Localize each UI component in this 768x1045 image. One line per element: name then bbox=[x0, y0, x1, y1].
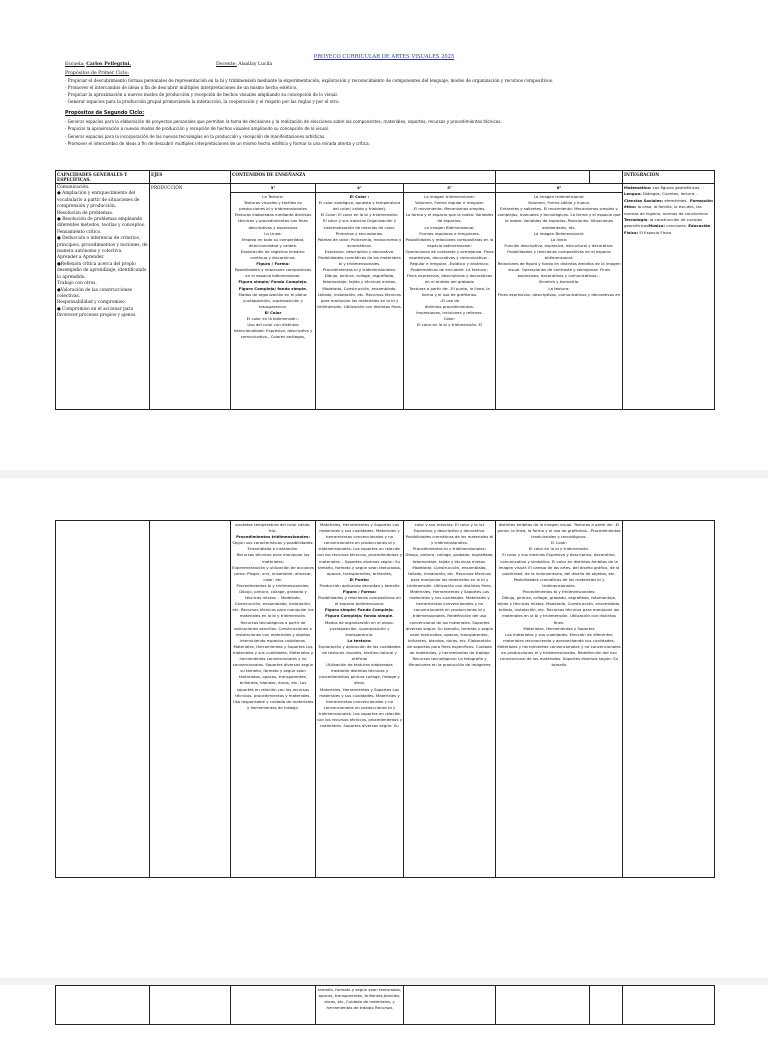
teacher-line bbox=[216, 62, 272, 67]
second-cycle-purposes bbox=[65, 110, 705, 148]
curriculum-table-page-1 bbox=[55, 170, 715, 410]
grade-4-heading: 4° bbox=[357, 185, 362, 190]
empty-cell bbox=[404, 986, 496, 1025]
capacidades-cell: Comunicación. ● Ampliación y enriquecimiento del vocabulario a partir de situaciones de comprensión y producción. Resolución de problemas. ● Resolución de problemas empleando diferentes métodos, teorías y conceptos. Pensamiento crítico. ● Deducción o inferencia de criterios, principios, procedimientos y nociones, de manera autónoma y colectiva. Aprender a Aprender. ●Reflexión crítica acerca del propio desempeño de aprendizaje, identificando lo aprendido. Trabajo con otros. ●Valoración de las construcciones colectivas. Responsabilidad y compromiso. ● Compromiso en el accionar para favorecer procesos propios y ajenos. bbox=[56, 184, 150, 410]
grade-4-subheading: Figura / Forma: bbox=[342, 589, 377, 595]
integration-text: Las figuras geométricas. bbox=[651, 185, 701, 190]
grade-3-subheading: Procedimientos tridimensionales: bbox=[236, 534, 310, 540]
second-cycle-item: · Generar espacios para la incorporación de las nuevas tecnologías en la producción y recepción de manifestaciones artísticas. bbox=[65, 133, 326, 139]
empty-cell bbox=[623, 521, 715, 878]
empty-cell bbox=[590, 986, 623, 1025]
grade-4-text: Exploración y aplicación de las cualidades de texturas visuales, táctiles-natural y artificial Utilización de texturas elaboradas mediante distintas técnicas y procedimientos pintura collage, frotage y otros. Materiales, Herramientas y Soportes Los materiales y sus cualidades. Materiales y herramientas convencionales y no convencionales en producciones bi y tridimensionales. Los soportes en relación con los recursos técnicos, procedimientos y materiales. Soportes diversos según: Su bbox=[317, 643, 403, 729]
teacher-label: Docente: bbox=[216, 62, 237, 67]
header-integracion: INTEGRACION bbox=[623, 171, 715, 184]
integration-text: El Espacio Físico bbox=[638, 229, 672, 235]
integration-subject: Educación Física: bbox=[624, 223, 711, 235]
integration-subject: Tecnología bbox=[624, 217, 648, 223]
page-3 bbox=[0, 985, 768, 1045]
second-cycle-item: · Propiciar la aproximación a nuevos modos de producción y recepción de hechos visuales ampliando su concepción de lo visual. bbox=[65, 126, 330, 132]
first-cycle-heading: Propósitos de Primer Ciclo: bbox=[65, 71, 129, 76]
first-cycle-item: · Propiciar la aproximación a nuevos modos de producción y recepción de hechos visuales ampliando su concepción de lo visual. bbox=[65, 92, 339, 97]
curriculum-table-page-2 bbox=[55, 520, 715, 878]
grade-4-content bbox=[316, 193, 404, 410]
grade-4-subheading: El Color : bbox=[349, 194, 370, 200]
grade-3-text: Posibilidades y relaciones compositivas en el espacio bidimensional: bbox=[234, 267, 312, 279]
first-cycle-item: · Propiciar el descubrimiento formas personales de representación en la bi y tridimensión mediante la experimentación, exploración y reconocimiento de componentes del lenguaje, modos de organización y recursos compositivos. bbox=[65, 78, 554, 83]
document-title: PROYECO CURRICULAR DE ARTES VISUALES 2025 bbox=[313, 54, 455, 60]
grade-3-text: Modos de organización en el plano: yuxtaposición, superposición y transparencia. bbox=[238, 291, 308, 309]
empty-cell bbox=[56, 521, 150, 878]
grade-4-subheading: Figura simple/ Fondo Complejo. Figura Compleja/ fondo simple. bbox=[324, 607, 395, 619]
header-capacidades: CAPACIDADES GENERALES Y ESPECÍFICAS. bbox=[56, 171, 150, 184]
grade-5-heading: 5° bbox=[447, 185, 452, 190]
grade-6-content: La imagen tridimensional: Volumen, Forma sólida y hueca. Entrantes y salientes. El movimiento: Mecanismos simples y complejos, manuales y tecnológicos. La forma y el espacio que la rodea: Variables de espacios, Posiciones. Situaciones ambientales, etc. La imagen Bidimensional: La línea: Función descriptiva, expresiva, estructural y decorativa. Posibilidades y relaciones compositivas en el espacio bidimensional: Relaciones de figura y fondo en distintos ámbitos de la imagen visual. Operaciones de contraste y semejanza. Fines expresivos, decorativos y comunicativos: - Simetría y Asimetría. La textura: Fines expresivos, descriptivos, comunicativos y decorativos en bbox=[496, 193, 623, 410]
school-name: Carlos Pellegrini. bbox=[86, 62, 131, 67]
empty-cell bbox=[496, 986, 590, 1025]
grade-3-text: El color en la bidimensión : Uso del color con distintos intencionalidad: Expresivo, descriptivo y comunicativo.- Colores análogos, bbox=[233, 315, 313, 340]
empty-cell bbox=[231, 986, 316, 1025]
header-contenidos: CONTENIDOS DE ENSEÑANZA bbox=[231, 171, 496, 184]
page-1 bbox=[0, 0, 768, 470]
grade-3-content bbox=[231, 193, 316, 410]
grade-5-content: La imagen tridimensional: Volumen, Forma regular e irregular. El movimiento: Mecanismos simples. La forma y el espacio que la rodea: Variables de espacios. La imagen Bidimensional: Formas regulares e irregulares. Posibilidades y relaciones compositivas en la espacio bidimensional: Operaciones de contraste y semejanza. Fines expresivos, decorativos y comunicativo: -Regular e Irregular. -Estático y dinámico. Problemáticas de encuadre. La textura : Fines expresivos, descriptivos y decorativos en el ámbito del grabado Texturas a partir de: -El punto, la línea, la forma y el uso de grafismos. -El uso de distintos procedimientos: Impresiones, Incisiones y relieves. Color: El color en la bi y tridimensión. El bbox=[404, 193, 496, 410]
integration-text: : la construcción de cuerpos geométricos bbox=[624, 217, 703, 229]
grade-6-content: distintos ámbitos de la imagen visual. Texturas a partir de: -El punto, la línea, la forma y el uso de grafismos. -Procedimientos tradicionales y tecnológicos. El Color: El color en la bi y tridimensión. El color y sus mezclas Expresivo y descriptivo, decorativo, comunicativo y simbólico. El color en distintos ámbitos de la imagen visual: El campo de las artes, del diseño gráfico, de la publicidad, de la indumentaria, del diseño de objetos, etc. Posibilidades cromáticas de los materiales bi y tridimensionales. Procedimientos bi y tridimensionales: Dibujo, pintura, collage, grabado, esgrafiado, fotomontaje, tejido y técnicas mixtas. Modelado, Construcción, ensamblado, tallado, instalación, etc. Recursos técnicos para manipular los materiales en la bi y tridimensión. Utilización con distintos fines. Materiales, Herramientas y Soportes Los materiales y sus cualidades. Elección de diferentes materiales reconociendo y aprovechando sus cualidades. Materiales y herramientas convencionales y no convencionales en producciones bi y tridimensionales. Redefinición del uso convencional de los materiales. Soportes diversos según: Su tamaño bbox=[496, 521, 623, 878]
first-cycle-item: · Generar espacios para la producción grupal promoviendo la interacción, la cooperación y el respeto por las reglas y por el otro. bbox=[65, 99, 340, 104]
page-2 bbox=[0, 478, 768, 978]
integration-text: la casa, la familia, la escuela, las normas de higiene, normas de convivencia bbox=[624, 204, 708, 216]
grade-4-subheading: La textura: bbox=[347, 637, 372, 643]
grade-3-text: Según sus características y posibilidades: Ensamblado e instalación. Recursos técnicos para manipular los materiales: Experimentación y utilización de acciones como: Plegar, unir, ensamblar, ahuecar, calar, etc. Procedimientos bi y tridimensionales: Dibujo, pintura, collage, grabado y técnicas mixtas. - Modelado, Construcción, ensamblado, instalación, etc. Recursos técnicos para manipular los materiales en la bi y tridimensión. Recursos tecnológicos a partir de aplicaciones sencillas. Construcciones e instalaciones con materiales y objetos interviniendo espacios cotidianos. Materiales, Herramientas y Soportes Los materiales y sus cualidades. Materiales y herramientas convencionales y no convencionales. Soportes diversos según su tamaño, formato y según sean texturados, opacos, transparentes, brillantes, blandos, duros, etc. Los soportes en relación con los recursos técnicos, procedimientos y materiales. Uso responsable y cuidado de materiales y herramientas de trabajo. bbox=[232, 540, 314, 710]
first-cycle-item: · Promover el intercambio de ideas a fin de descubrir múltiples interpretaciones de un mismo hecho estético. bbox=[65, 85, 298, 90]
empty-cell bbox=[623, 986, 715, 1025]
integration-text: canciones. bbox=[665, 223, 689, 229]
empty-cell bbox=[150, 986, 231, 1025]
header-ejes: EJES bbox=[150, 171, 231, 184]
grade-4-text: Materiales, Herramientas y Soportes Los materiales y sus cualidades. Materiales y herramientas convencionales y no convencionales en producciones bi y tridimensionales. Los soportes en relación con los recursos técnicos, procedimientos y materiales. . Soportes diversos según: Su tamaño, formato y según sean texturados, opacos, transparentes, brillantes, bbox=[317, 522, 403, 576]
integration-text: efemérides.. bbox=[663, 197, 691, 203]
integration-subject: Matemática: bbox=[624, 185, 652, 190]
eje-cell: PRODUCCIÓN bbox=[150, 184, 231, 410]
integration-subject: Formación ética: bbox=[624, 197, 713, 210]
integration-subject: Lengua: bbox=[624, 191, 642, 197]
grade-4-content: tamaño, formato y según sean texturados, opacos, transparentes, brillantes,blandos, duros, etc. Cuidado de materiales, y herramientas de trabajo Recursos bbox=[316, 986, 404, 1025]
grade-3-subheading: El Color bbox=[264, 309, 282, 315]
grade-3-subheading: Figura / Forma: bbox=[256, 261, 290, 267]
empty-cell bbox=[150, 521, 231, 878]
grade-4-text: Modos de organización en el plano: yuxtaposición, superposición y transparencia. bbox=[325, 619, 394, 637]
integracion-cell bbox=[623, 184, 715, 410]
integration-subject: Música: bbox=[648, 223, 665, 229]
grade-3-content bbox=[231, 521, 316, 878]
curriculum-table-page-3 bbox=[55, 985, 715, 1025]
grade-3-text: opuestos temperatura del color cálido-frío.. bbox=[235, 522, 311, 534]
school-line bbox=[65, 62, 131, 67]
grade-4-subheading: El Punto: bbox=[349, 576, 370, 582]
teacher-name: Alsallay Lucila bbox=[238, 62, 273, 67]
integration-text: Diálogos, Cuentos, lectura. - bbox=[641, 191, 699, 197]
second-cycle-heading: Propósitos de Segundo Ciclo: bbox=[65, 111, 145, 116]
school-label: Escuela: bbox=[65, 62, 85, 67]
grade-6-heading: 6° bbox=[556, 185, 562, 190]
second-cycle-item: · Promover el intercambio de ideas a fin de descubrir múltiples interpretaciones de un mismo hecho estético y formar la una mirada atenta y crítica. bbox=[65, 141, 370, 147]
grade-3-heading: 3° bbox=[270, 185, 276, 190]
integration-subject: Ciencias Sociales: bbox=[624, 197, 664, 203]
empty-cell bbox=[56, 986, 150, 1025]
grade-4-text: El color analógico, opuesto y temperatura del color( cálido y fríaldad). El Color: El color en la bi y tridimensión. El color y sus mezclas Organización y sistematización de mezclas de color: Primarios y secundarios. Paletas de color: Policromía, monocromía y acromáticos. Expresivo, descriptivo y decorativo. Posibilidades cromáticas de los materiales bi y tridimensionales. Procedimientos bi y tridimensionales: Dibujo, pintura, collage, esgrafiado, fotomontaje, tejido y técnicas mixtas. Modelado, Construcción, ensamblado, tallado, instalación, etc. Recursos técnicos para manipular los materiales en la bi y tridimensión. Utilización con distintos fines. bbox=[317, 200, 402, 309]
first-cycle-purposes bbox=[65, 70, 705, 105]
grade-5-content: color y sus mezclas. El color y la luz Expresivo y descriptivo y decorativo. Posibilidades cromáticas de los materiales bi y tridimensionales. Procedimientos bi y tridimensionales: Dibujo, pintura, collage, grabado, esgrafiado, fotomontaje, tejido y técnicas mixtas. Modelado, Construcción, ensamblado, tallado, instalación, etc. Recursos técnicos para manipular los materiales en la bi y tridimensión. Utilización con distintos fines. Materiales, Herramientas y Soportes Los materiales y sus cualidades. Materiales y herramientas convencionales y no convencionales en producciones bi y tridimensionales. Redefinición del uso convencional de los materiales. Soportes diversos según: Su tamaño, formato y según sean texturados, opacos, transparentes, brillantes, blandos, duros, etc. Elaboración de soportes para fines específicos. Cuidado de materiales, y herramientas de trabajo Recursos tecnológicos: La fotografía y filmaciones en la producción de imágenes bbox=[404, 521, 496, 878]
grade-4-text: Producción aplicando densidad y tamaño bbox=[319, 582, 400, 588]
grade-3-text: La Textura: Texturas visuales y táctiles en producciones bi y tridimensionales Texturas elaboradas mediante distintas técnicas y procedimientos con fines descriptivos y expresivos La Línea: Empleo en todo su complejidad, direccionalidad y calibre. Exploración de registros lineales: continua y discontinua. bbox=[234, 194, 312, 261]
second-cycle-item: · Generar espacios para la elaboración de proyectos personales que permitan la toma de decisiones y la realización de elecciones sobre los componentes, materiales, soportes, recursos y procedimientos técnicos. bbox=[65, 118, 502, 124]
grade-4-text: Posibilidades y relaciones compositivas en el espacio bidimensional: bbox=[318, 595, 401, 607]
grade-3-subheading: Figura simple/ Fondo Complejo. Figura Compleja/ fondo simple. bbox=[238, 279, 308, 291]
grade-4-content bbox=[316, 521, 404, 878]
